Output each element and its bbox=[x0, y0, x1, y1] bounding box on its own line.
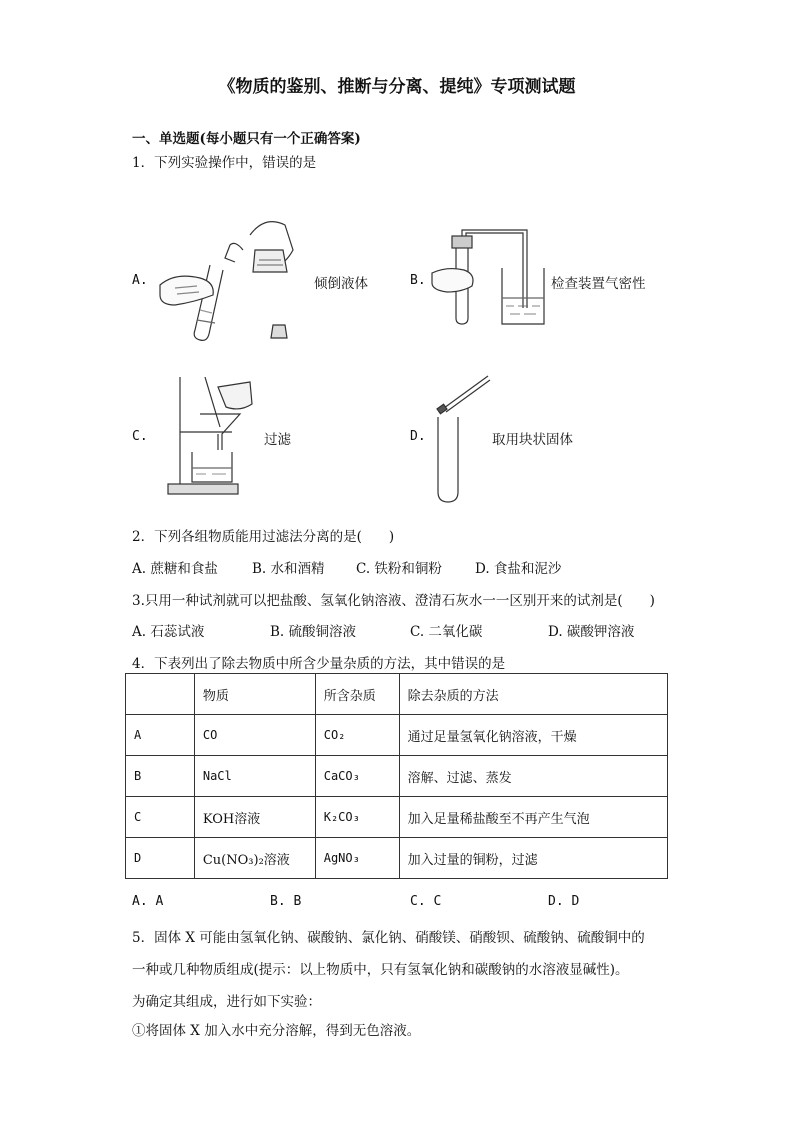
table-cell: 加入足量稀盐酸至不再产生气泡 bbox=[399, 797, 667, 838]
q4-option-a[interactable]: A. A bbox=[132, 894, 164, 909]
q3-option-a[interactable]: A. 石蕊试液 bbox=[132, 624, 205, 640]
q1-option-a-caption: 倾倒液体 bbox=[314, 276, 368, 292]
q4-option-c[interactable]: C. C bbox=[410, 894, 442, 909]
q4-option-d[interactable]: D. D bbox=[548, 894, 580, 909]
q4-option-b[interactable]: B. B bbox=[270, 894, 302, 909]
page-title: 《物质的鉴别、推断与分离、提纯》专项测试题 bbox=[218, 77, 576, 97]
q1-option-c-label[interactable]: C. bbox=[132, 429, 148, 444]
question-5-line-1: 5．固体 X 可能由氢氧化钠、碳酸钠、氯化钠、硝酸镁、硝酸钡、硫酸钠、硫酸铜中的 bbox=[132, 930, 645, 946]
q2-option-c[interactable]: C. 铁粉和铜粉 bbox=[356, 561, 442, 577]
q1-option-c-caption: 过滤 bbox=[264, 432, 291, 448]
q3-option-c[interactable]: C. 二氧化碳 bbox=[410, 624, 483, 640]
table-header-cell: 除去杂质的方法 bbox=[399, 674, 667, 715]
table-row bbox=[126, 715, 668, 756]
impurity-removal-table bbox=[125, 673, 668, 879]
table-header-row bbox=[126, 674, 668, 715]
table-header-cell: 物质 bbox=[194, 674, 315, 715]
table-cell: Cu(NO₃)₂溶液 bbox=[194, 838, 315, 879]
table-row bbox=[126, 756, 668, 797]
pouring-liquid-illustration bbox=[155, 210, 315, 345]
q1-option-a-label[interactable]: A. bbox=[132, 273, 148, 288]
question-5-line-2: 一种或几种物质组成(提示：以上物质中，只有氢氧化钠和碳酸钠的水溶液显碱性)。 bbox=[132, 962, 629, 978]
q1-option-b-label[interactable]: B. bbox=[410, 273, 426, 288]
section-heading: 一、单选题(每小题只有一个正确答案) bbox=[132, 131, 361, 147]
question-5-line-3: 为确定其组成，进行如下实验： bbox=[132, 994, 321, 1010]
block-solid-illustration bbox=[430, 372, 495, 504]
airtightness-check-illustration bbox=[432, 228, 552, 328]
q1-option-d-label[interactable]: D. bbox=[410, 429, 426, 444]
q3-option-d[interactable]: D. 碳酸钾溶液 bbox=[548, 624, 635, 640]
table-header-cell bbox=[126, 674, 195, 715]
table-cell: A bbox=[126, 715, 195, 756]
table-cell: K₂CO₃ bbox=[315, 797, 399, 838]
table-cell: CaCO₃ bbox=[315, 756, 399, 797]
question-4-stem: 4．下表列出了除去物质中所含少量杂质的方法，其中错误的是 bbox=[132, 656, 506, 672]
question-3-stem: 3.只用一种试剂就可以把盐酸、氢氧化钠溶液、澄清石灰水一一区别开来的试剂是( ) bbox=[132, 593, 655, 609]
q2-option-a[interactable]: A. 蔗糖和食盐 bbox=[132, 561, 218, 577]
table-cell: C bbox=[126, 797, 195, 838]
question-5-line-4: ①将固体 X 加入水中充分溶解，得到无色溶液。 bbox=[132, 1023, 421, 1039]
q1-option-d-caption: 取用块状固体 bbox=[492, 432, 573, 448]
table-cell: 加入过量的铜粉，过滤 bbox=[399, 838, 667, 879]
q2-option-d[interactable]: D. 食盐和泥沙 bbox=[475, 561, 562, 577]
table-header-cell: 所含杂质 bbox=[315, 674, 399, 715]
table-cell: 通过足量氢氧化钠溶液，干燥 bbox=[399, 715, 667, 756]
table-cell: KOH溶液 bbox=[194, 797, 315, 838]
table-cell: AgNO₃ bbox=[315, 838, 399, 879]
table-cell: CO₂ bbox=[315, 715, 399, 756]
table-cell: CO bbox=[194, 715, 315, 756]
q2-option-b[interactable]: B. 水和酒精 bbox=[252, 561, 325, 577]
table-cell: D bbox=[126, 838, 195, 879]
table-cell: B bbox=[126, 756, 195, 797]
q1-option-b-caption: 检查装置气密性 bbox=[551, 276, 646, 292]
table-cell: 溶解、过滤、蒸发 bbox=[399, 756, 667, 797]
filtration-illustration bbox=[160, 372, 260, 497]
table-row bbox=[126, 797, 668, 838]
q3-option-b[interactable]: B. 硫酸铜溶液 bbox=[270, 624, 357, 640]
table-row bbox=[126, 838, 668, 879]
question-2-stem: 2．下列各组物质能用过滤法分离的是( ) bbox=[132, 529, 395, 545]
question-1-stem: 1．下列实验操作中，错误的是 bbox=[132, 155, 317, 171]
table-cell: NaCl bbox=[194, 756, 315, 797]
